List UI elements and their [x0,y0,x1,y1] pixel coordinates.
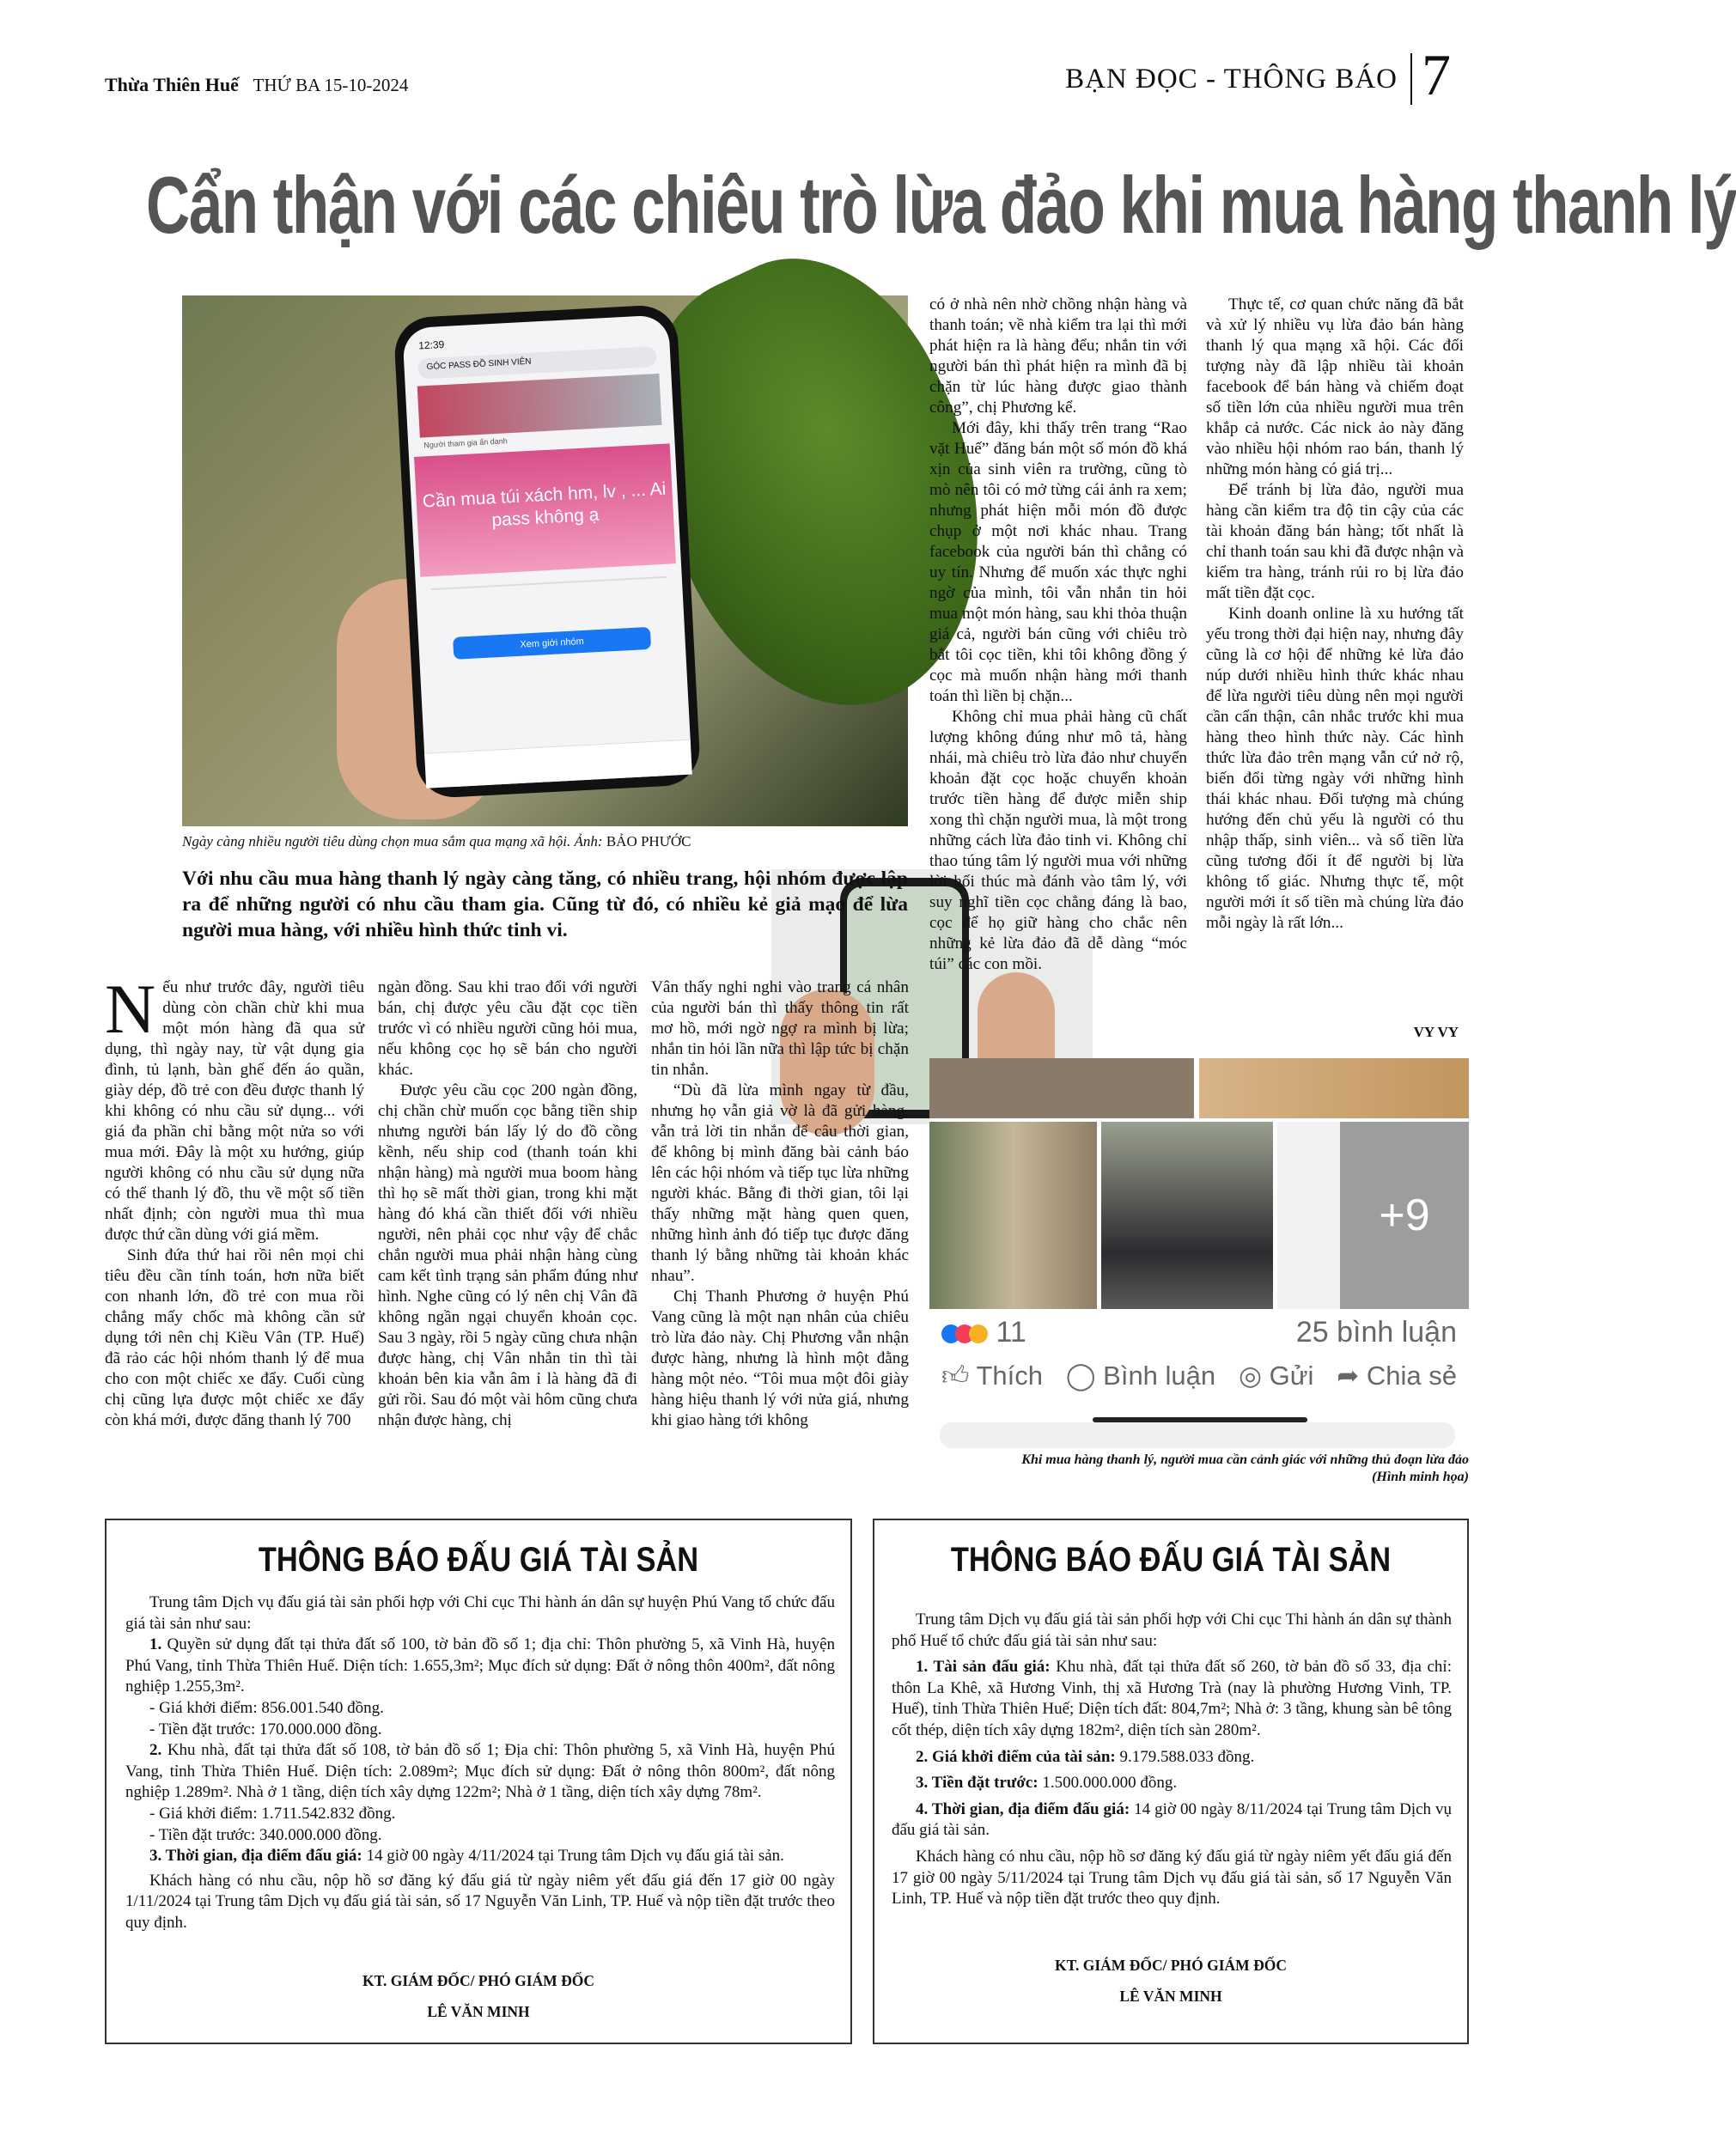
lead-paragraph: Với nhu cầu mua hàng thanh lý ngày càng tăng, có nhiều trang, hội nhóm được lập ra để những người có nhu cầu tham gia. Cũng từ đó, có nhiều kẻ giả mạo để lừa người mua hàng, với nhiều hình thức tinh vi. [182,868,908,941]
notice-box-left [105,1519,852,2044]
reactions-row [941,1316,1457,1349]
notice-title: THÔNG BÁO ĐẤU GIÁ TÀI SẢN [258,1541,699,1579]
more-photos-badge: +9 [1340,1122,1469,1309]
like-action: 👍︎ Thích [941,1361,1043,1391]
share-action: ➦ Chia sẻ [1337,1361,1457,1391]
start-price-1: - Giá khởi điểm: 856.001.540 đồng. [149,1698,384,1717]
page-number: 7 [1422,42,1451,107]
column-2: ngàn đồng. Sau khi trao đổi với người bán, chị được yêu cầu đặt cọc tiền trước vì có nhiều người cũng hỏi mua, nếu không cọc họ sẽ bán cho người khác. Được yêu cầu cọc 200 ngàn đồng, chị chần chừ muốn cọc bằng tiền ship nhưng người bán lấy lý do đồ cồng kềnh, nếu ship cod (thanh toán khi nhận hàng) mà người mua boom hàng thì họ sẽ mất thời gian, trong khi mặt hàng đó khá cần thiết đối với nhiều người, nên phải cọc như vậy để chắc chắn người mua phải nhận hàng cùng cam kết tình trạng sản phẩm đúng như hình. Nghe cũng có lý nên chị Vân đã không ngần ngại chuyển khoản cọc. Sau 3 ngày, rồi 5 ngày cũng chưa nhận được hàng, chị Vân nhắn tin thì tài khoản bên kia vẫn âm ỉ là hàng đã đi gửi rồi. Sau đó một vài hôm cũng chưa nhận được hàng, chị [378,978,637,1429]
sign-name: LÊ VĂN MINH [1119,1988,1222,2005]
cover-image [417,374,662,438]
paper-name: Thừa Thiên Huế [105,74,239,95]
issue-date: THỨ BA 15-10-2024 [253,75,409,95]
comment-action: ◯ Bình luận [1065,1361,1216,1391]
divider [1410,53,1412,105]
facebook-post-image [929,1058,1469,1445]
section-title: BẠN ĐỌC - THÔNG BÁO [1065,64,1398,94]
notice-item-2: 2. Giá khởi điểm của tài sản: 9.179.588.033 đồng. [916,1747,1255,1766]
column-1: Nếu như trước đây, người tiêu dùng còn chần chừ khi mua một món hàng đã qua sử dụng, thì ngày nay, từ vật dụng gia đình, tủ lạnh, bàn ghế đến áo quần, giày dép, đồ trẻ con đều được thanh lý khi không có nhu cầu sử dụng... với giá đa phần chỉ bằng một nửa so với mua mới. Đây là một xu hướng, giúp người không có nhu cầu sử dụng nữa có thể thanh lý đồ, thu về một số tiền nhất định; còn người mua thì mua được thứ cần dùng với giá mềm. Sinh đứa thứ hai rồi nên mọi chi tiêu đều cần tính toán, hơn nữa biết con nhanh lớn, đồ trẻ con mua rồi chẳng mấy chốc mà không cần sử dụng tới nên chị Kiều Vân (TP. Huế) đã rảo các hội nhóm thanh lý để mua cho con một chiếc xe đẩy. Cuối cùng chị cũng lựa được một chiếc xe đẩy còn khá mới, được đăng thanh lý 700 [105,970,364,1429]
haha-reaction-icon [969,1324,988,1343]
column-4: có ở nhà nên nhờ chồng nhận hàng và thanh toán; về nhà kiểm tra lại thì mới phát hiện ra là hàng đểu; nhắn tin với người bán thì phát hiện ra mình đã bị chặn từ lúc hàng được giao thành công”, chị Phương kể. Mới đây, khi thấy trên trang “Rao vặt Huế” đăng bán một số món đồ khá xịn của sinh viên ra trường, cũng tò mò nên tôi có mở từng cái ảnh ra xem; nhưng phát hiện mỗi món đồ được chụp ở một nơi khác nhau. Trang facebook của người bán thì chẳng có uy tín. Nhưng để muốn xác thực nghi ngờ của mình, tôi vẫn nhắn tin hỏi mua một món hàng, sau khi thỏa thuận giá cả, người bán cũng với chiêu trò bắt tôi cọc tiền, khi tôi không đồng ý cọc mà muốn nhận hàng mới thanh toán thì liền bị chặn... Không chỉ mua phải hàng cũ chất lượng không đúng như mô tả, hàng nhái, mà chiêu trò lừa đảo như chuyển khoản đặt cọc hoặc chuyển khoản trước tiền hàng để được miễn ship xong thì chặn người mua, là một trong những cách lừa đảo tinh vi. Không chỉ thao túng tâm lý người mua với những lời hối thúc mà đánh vào tâm lý, với suy nghĩ tiền cọc chẳng đáng là bao, cọc để họ giữ hàng cho chắc nên những kẻ lừa đảo đã dễ dàng “móc túi” các con mồi. [929,295,1187,973]
notice-intro: Trung tâm Dịch vụ đấu giá tài sản phối hợp với Chi cục Thi hành án dân sự thành phố Huế tổ chức đấu giá tài sản như sau: [892,1610,1452,1650]
fb-caption: Khi mua hàng thanh lý, người mua cần cảnh giác với những thủ đoạn lừa đảo (Hình minh họa) [1021,1452,1469,1484]
post-actions [941,1361,1457,1392]
group-title: GÓC PASS ĐỒ SINH VIÊN [417,346,657,380]
author: VY VY [1413,1024,1459,1040]
share-arrow-icon: ➦ [1337,1361,1360,1391]
column-3: Vân thấy nghi nghi vào trang cá nhân của người bán thì thấy thông tin rất mơ hồ, mới ngờ ngợ ra mình bị lừa; nhắn tin hỏi lần nữa thì lập tức bị chặn tin nhắn. “Dù đã lừa mình ngay từ đầu, nhưng họ vẫn giả vờ là đã gửi hàng, vẫn trả lời tin nhắn để câu thời gian, để không bị mình đăng bài cảnh báo lên các hội nhóm và tiếp tục lừa những người khác. Bằng đi thời gian, tôi lại thấy những mặt hàng quen quen, những hình ảnh đó tiếp tục được đăng thanh lý bằng những tài khoản khác nhau”. Chị Thanh Phương ở huyện Phú Vang cũng là một nạn nhân của chiêu trò lừa đảo này. Chị Phương vẫn nhận được hàng, nhưng là hình một đằng hàng một nẻo. “Tôi mua một đôi giày hàng hiệu thanh lý với nửa giá, nhưng khi giao hàng tới không [651,978,909,1429]
masthead [105,74,408,96]
start-price-2: - Giá khởi điểm: 1.711.542.832 đồng. [149,1804,396,1823]
notice-closing: Khách hàng có nhu cầu, nộp hồ sơ đăng ký đấu giá từ ngày niêm yết đấu giá đến 17 giờ 00 ngày 5/11/2024 tại Trung tâm Dịch vụ đấu giá tài sản, số 17 Nguyễn Văn Linh, TP. Huế và nộp tiền đặt trước theo quy định. [892,1847,1452,1909]
notice-intro: Trung tâm Dịch vụ đấu giá tài sản phối hợp với Chi cục Thi hành án dân sự huyện Phú Vang tổ chức đấu giá tài sản như sau: [125,1593,835,1633]
reaction-count: 11 [996,1316,1026,1349]
sign-title: KT. GIÁM ĐỐC/ PHÓ GIÁM ĐỐC [362,1972,594,1989]
notice-closing: Khách hàng có nhu cầu, nộp hồ sơ đăng ký đấu giá từ ngày niêm yết đấu giá đến 17 giờ 00 ngày 1/11/2024 tại Trung tâm Dịch vụ đấu giá tài sản, số 17 Nguyễn Văn Linh, TP. Huế và nộp tiền đặt trước theo quy định. [125,1871,835,1932]
notice-item-3: 3. Tiền đặt trước: 1.500.000.000 đồng. [916,1774,1178,1793]
view-group-button: Xem giới nhóm [453,627,651,660]
notice-item-4: 4. Thời gian, địa điểm đấu giá: 14 giờ 00 ngày 8/11/2024 tại Trung tâm Dịch vụ đấu giá tài sản. [892,1799,1453,1840]
article-photo [182,295,908,826]
messenger-icon: ◎ [1238,1361,1263,1391]
comment-count: 25 bình luận [1295,1316,1457,1349]
column-5: Thực tế, cơ quan chức năng đã bắt và xử lý nhiều vụ lừa đảo bán hàng thanh lý qua mạng xã hội. Các đối tượng này đã lập nhiều tài khoản facebook để bán hàng và chiếm đoạt số tiền lớn của nhiều người mua trên khắp cả nước. Các nick ảo này đăng vào nhiều hội nhóm rao bán, thanh lý những món hàng có giá trị... Để tránh bị lừa đảo, người mua hàng cần kiểm tra độ tin cậy của các tài khoản đăng bán hàng; tốt nhất là chỉ thanh toán sau khi đã được nhận và kiểm tra hàng, tránh rủi ro bị lừa đảo mất tiền đặt cọc. Kinh doanh online là xu hướng tất yếu trong thời đại hiện nay, nhưng đây cũng là cơ hội để những kẻ lừa đảo núp dưới nhiều hình thức khác nhau để lừa người tiêu dùng nên mọi người cần cẩn thận, cân nhắc trước khi mua hàng theo hình thức này. Các hình thức lừa đảo trên mạng vẫn cứ nở rộ, biến đổi từng ngày với những hình thái khác nhau. Đối tượng mà chúng hướng đến chủ yếu là người có thu nhập thấp, sinh viên... và số tiền lừa cũng tương đối ít để người bị lừa không tố giác. Nhưng thực tế, một người mới ít số tiền mà chúng lừa đảo mỗi ngày là rất lớn... [1206,295,1464,932]
send-action: ◎ Gửi [1238,1361,1314,1391]
anon-label: Người tham gia ẩn danh [423,436,508,450]
sign-title: KT. GIÁM ĐỐC/ PHÓ GIÁM ĐỐC [1055,1957,1287,1974]
sign-name: LÊ VĂN MINH [427,2003,530,2020]
notice-item-2: 2. Khu nhà, đất tại thửa đất số 108, tờ bản đồ số 1; Địa chỉ: Thôn phường 5, xã Vinh Hà, huyện Phú Vang, tỉnh Thừa Thiên Huế. Diện tích: 2.089m²; Mục đích sử dụng: Đất ở nông thôn 800m², đất nông nghiệp 1.289m². Nhà ở 1 tầng, diện tích xây dựng 122m²; Nhà ở 1 tầng, diện tích xây dựng 78m². [125,1741,836,1802]
notice-box-right [873,1519,1469,2044]
photo-caption: Ngày càng nhiều người tiêu dùng chọn mua sắm qua mạng xã hội. Ảnh: BẢO PHƯỚC [182,833,691,849]
thumbs-up-icon: 👍︎ [941,1361,970,1391]
comment-bubble-icon: ◯ [1065,1361,1096,1391]
post-text: Cần mua túi xách hm, lv , ... Ai pass không ạ [414,443,676,576]
notice-item-3: 3. Thời gian, địa điểm đấu giá: 14 giờ 00 ngày 4/11/2024 tại Trung tâm Dịch vụ đấu giá tài sản. [149,1847,784,1866]
deposit-2: - Tiền đặt trước: 340.000.000 đồng. [149,1825,382,1844]
notice-item-1: 1. Quyền sử dụng đất tại thửa đất số 100, tờ bản đồ số 1; địa chỉ: Thôn phường 5, xã Vinh Hà, huyện Phú Vang, tỉnh Thừa Thiên Huế. Diện tích: 1.655,3m²; Mục đích sử dụng: Đất ở nông thôn 400m², đất nông nghiệp 1.255,3m². [125,1635,836,1696]
notice-item-1: 1. Tài sản đấu giá: Khu nhà, đất tại thửa đất số 260, tờ bản đồ số 33, địa chỉ: thôn La Khê, xã Hương Vinh, thị xã Hương Trà (nay là phường Hương Vinh, TP. Huế), tỉnh Thừa Thiên Huế; Diện tích đất: 804,7m²; Nhà ở: 3 tầng, khung sàn bê tông cốt thép, diện tích xây dựng 182m², diện tích sàn 280m². [892,1658,1452,1739]
phone-illustration: 12:39 GÓC PASS ĐỒ SINH VIÊN Người tham gia ẩn danh Cần mua túi xách hm, lv , ... Ai pass không ạ Xem giới nhóm [393,304,702,800]
headline: Cẩn thận với các chiêu trò lừa đảo khi mua hàng thanh lý [146,160,1736,250]
notice-title: THÔNG BÁO ĐẤU GIÁ TÀI SẢN [950,1541,1392,1579]
dropcap: N [105,970,156,1048]
deposit-1: - Tiền đặt trước: 170.000.000 đồng. [149,1720,382,1738]
